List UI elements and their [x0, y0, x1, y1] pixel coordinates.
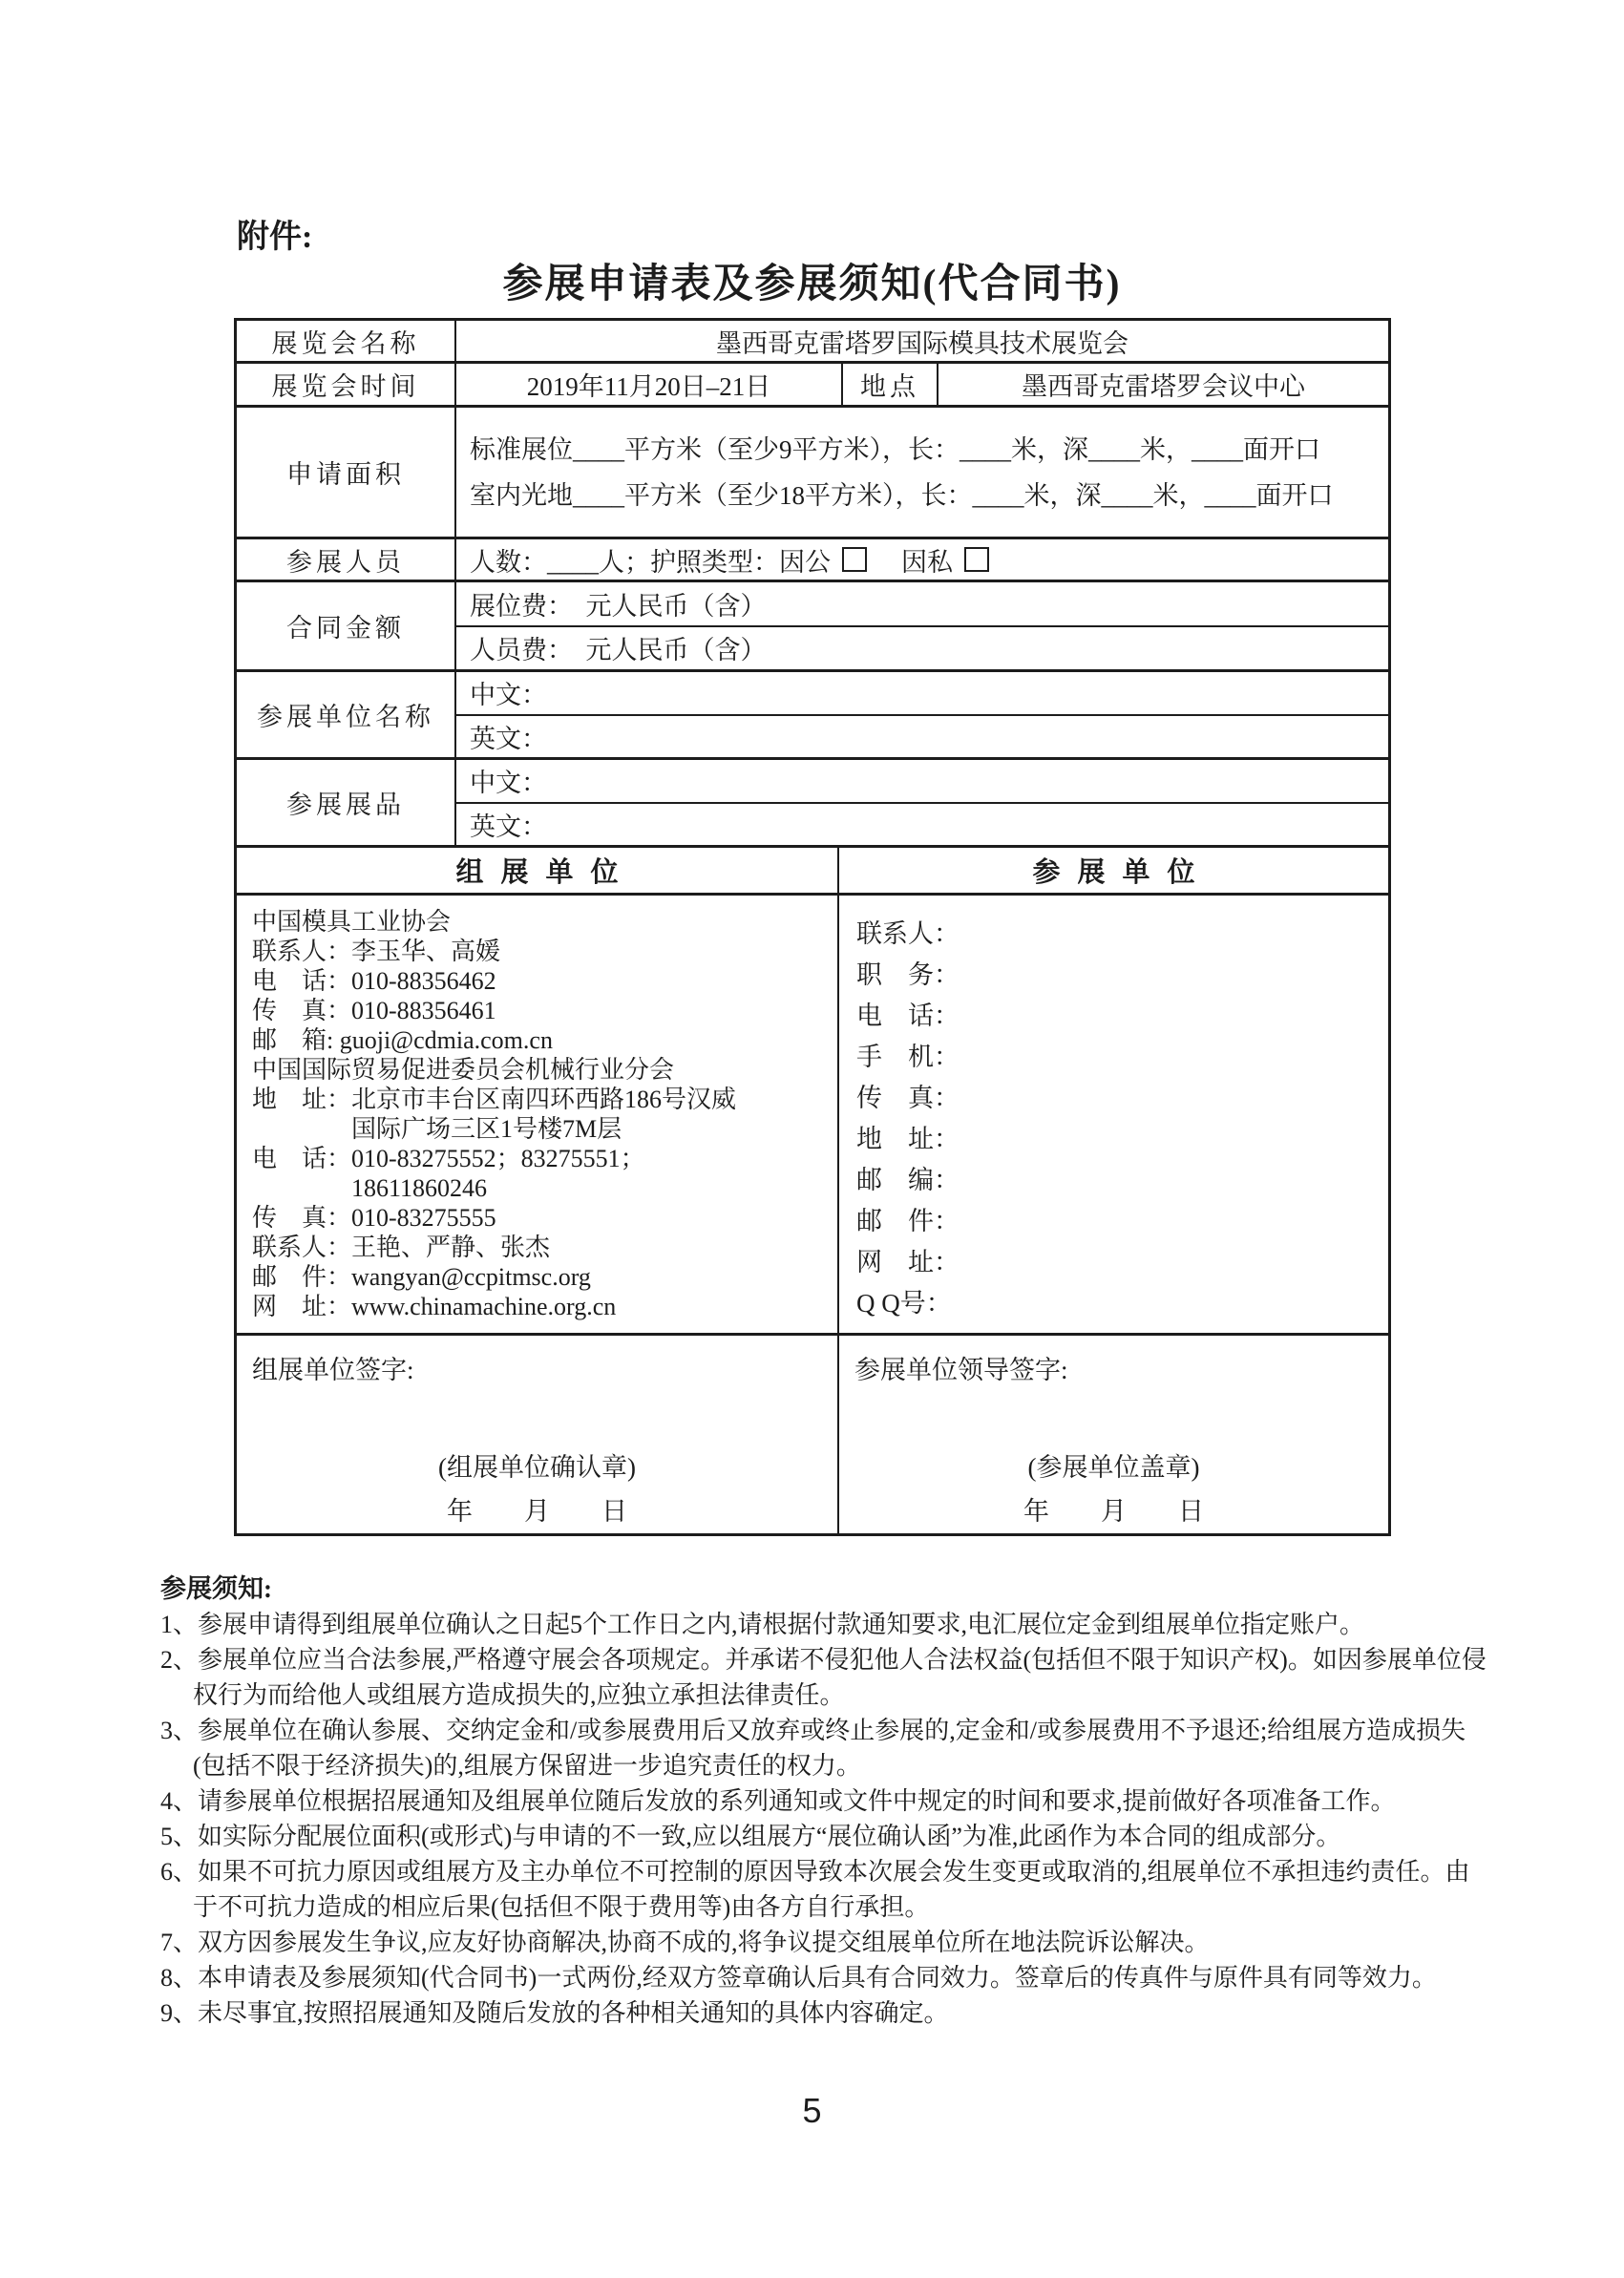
organizer-line: 邮 箱: guoji@cdmia.com.cn — [252, 1026, 553, 1054]
page-title: 参展申请表及参展须知(代合同书) — [502, 263, 1122, 306]
official-passport-checkbox — [842, 547, 867, 572]
exhibition-name-value: 墨西哥克雷塔罗国际模具技术展览会 — [716, 328, 1128, 358]
exhibitor-seal-label: (参展单位盖章) — [1027, 1453, 1200, 1482]
exhibitor-date-line: 年 月 日 — [1023, 1497, 1204, 1526]
participants-value — [456, 539, 1388, 580]
exhibitor-field-zipcode: 邮 编： — [856, 1166, 960, 1194]
page-number: 5 — [802, 2091, 822, 2130]
row-exhibition-time — [237, 361, 1388, 405]
exhibitor-name-label: 参展单位名称 — [237, 672, 456, 757]
exhibitor-field-contact: 联系人： — [856, 919, 960, 948]
exhibition-time-value: 2019年11月20日–21日 — [456, 364, 843, 405]
organizer-line: 电 话：010-83275552；83275551； — [252, 1145, 645, 1172]
exhibits-chinese: 中文： — [470, 769, 547, 798]
application-form-table — [234, 318, 1391, 1536]
organizer-line: 18611860246 — [252, 1174, 488, 1202]
exhibitor-signature-cell — [839, 1336, 1388, 1533]
organizer-seal-label: (组展单位确认章) — [438, 1453, 636, 1482]
private-passport-text: 因私 — [901, 547, 953, 577]
exhibitor-field-qq: Q Q号： — [856, 1289, 952, 1318]
exhibitor-name-values — [456, 672, 1388, 757]
row-exhibition-name — [237, 321, 1388, 361]
note-item-6: 6、如果不可抗力原因或组展方及主办单位不可控制的原因导致本次展会发生变更或取消的,组展单位不承担违约责任。由于不可抗力造成的相应后果(包括但不限于费用等)由各方自行承担。 — [160, 1858, 1470, 1921]
raw-space-line: 室内光地____平方米（至少18平方米），长：____米，深____米，____面开口 — [470, 480, 1334, 510]
organizer-line: 中国国际贸易促进委员会机械行业分会 — [252, 1056, 675, 1084]
row-section-headers — [237, 845, 1388, 893]
note-item-1: 1、参展申请得到组展单位确认之日起5个工作日之内,请根据付款通知要求,电汇展位定金到组展单位指定账户。 — [160, 1611, 1365, 1638]
organizer-line: 联系人：王艳、严静、张杰 — [252, 1234, 551, 1261]
exhibitor-contact-block — [839, 896, 1388, 1333]
row-contract-amount — [237, 580, 1388, 669]
organizer-line: 地 址：北京市丰台区南四环西路186号汉威 — [252, 1086, 737, 1113]
applied-area-label: 申请面积 — [237, 408, 456, 537]
organizer-line: 联系人：李玉华、高媛 — [252, 938, 501, 965]
organizer-line: 邮 件：wangyan@ccpitmsc.org — [252, 1263, 591, 1291]
exhibitor-field-email: 邮 件： — [856, 1207, 960, 1235]
note-item-3: 3、参展单位在确认参展、交纳定金和/或参展费用后又放弃或终止参展的,定金和/或参展费用不予退还;给组展方造成损失(包括不限于经济损失)的,组展方保留进一步追究责任的权力。 — [160, 1717, 1466, 1780]
notes-section — [160, 1571, 1489, 2031]
organizer-line: 网 址：www.chinamachine.org.cn — [252, 1293, 617, 1320]
row-participants — [237, 537, 1388, 580]
row-exhibitor-name — [237, 669, 1388, 757]
organizer-date-line: 年 月 日 — [447, 1497, 627, 1526]
organizer-line: 传 真：010-88356461 — [252, 997, 496, 1024]
organizer-sign-label: 组展单位签字: — [252, 1356, 414, 1384]
exhibition-name-label: 展览会名称 — [237, 321, 456, 361]
organizer-section-header: 组展单位 — [237, 848, 839, 893]
note-item-8: 8、本申请表及参展须知(代合同书)一式两份,经双方签章确认后具有合同效力。签章后的传真件与原件具有同等效力。 — [160, 1964, 1437, 1992]
organizer-line: 电 话：010-88356462 — [252, 967, 496, 995]
participants-label: 参展人员 — [237, 539, 456, 580]
location-value: 墨西哥克雷塔罗会议中心 — [1022, 372, 1305, 401]
note-item-9: 9、未尽事宜,按照招展通知及随后发放的各种相关通知的具体内容确定。 — [160, 1999, 949, 2027]
note-item-2: 2、参展单位应当合法参展,严格遵守展会各项规定。并承诺不侵犯他人合法权益(包括但不限于知识产权)。如因参展单位侵权行为而给他人或组展方造成损失的,应独立承担法律责任。 — [160, 1646, 1487, 1709]
exhibitor-field-phone: 电 话： — [856, 1002, 960, 1030]
attachment-label: 附件: — [237, 220, 313, 255]
booth-fee-line: 展位费： 元人民币（含） — [470, 591, 767, 621]
exhibits-values — [456, 760, 1388, 845]
notes-heading: 参展须知: — [160, 1574, 272, 1603]
applied-area-value — [456, 408, 1388, 537]
row-exhibits — [237, 757, 1388, 845]
organizer-line: 传 真：010-83275555 — [252, 1204, 496, 1232]
exhibitor-section-header: 参展单位 — [1032, 857, 1213, 888]
organizer-contact-block — [237, 896, 839, 1333]
row-applied-area — [237, 405, 1388, 537]
exhibits-label: 参展展品 — [237, 760, 456, 845]
exhibitor-field-mobile: 手 机： — [856, 1043, 960, 1071]
private-passport-checkbox — [964, 547, 989, 572]
exhibition-time-label: 展览会时间 — [237, 364, 456, 405]
note-item-4: 4、请参展单位根据招展通知及组展单位随后发放的系列通知或文件中规定的时间和要求,提前做好各项准备工作。 — [160, 1787, 1396, 1815]
organizer-line: 中国模具工业协会 — [252, 908, 452, 936]
note-item-7: 7、双方因参展发生争议,应友好协商解决,协商不成的,将争议提交组展单位所在地法院诉讼解决。 — [160, 1929, 1210, 1956]
contract-amount-values — [456, 582, 1388, 669]
exhibitor-field-website: 网 址： — [856, 1248, 960, 1276]
exhibitor-name-english: 英文： — [456, 714, 1388, 758]
participants-text: 人数：____人；护照类型：因公 — [470, 547, 831, 577]
exhibitor-field-fax: 传 真： — [856, 1084, 960, 1112]
note-item-5: 5、如实际分配展位面积(或形式)与申请的不一致,应以组展方“展位确认函”为准,此函作为本合同的组成部分。 — [160, 1823, 1341, 1850]
organizer-line: 国际广场三区1号楼7M层 — [252, 1115, 622, 1143]
organizer-signature-cell — [237, 1336, 839, 1533]
personnel-fee-line: 人员费： 元人民币（含） — [456, 625, 1388, 670]
exhibitor-name-chinese: 中文： — [470, 681, 547, 710]
standard-booth-line: 标准展位____平方米（至少9平方米），长：____米，深____米，____面开口 — [470, 434, 1320, 464]
exhibits-english: 英文： — [456, 802, 1388, 846]
row-signatures — [237, 1333, 1388, 1533]
exhibitor-sign-label: 参展单位领导签字: — [854, 1356, 1068, 1384]
row-contacts — [237, 893, 1388, 1333]
contract-amount-label: 合同金额 — [237, 582, 456, 669]
exhibitor-field-address: 地 址： — [856, 1125, 960, 1153]
exhibitor-field-position: 职 务： — [856, 960, 960, 989]
location-label: 地点 — [843, 364, 939, 405]
